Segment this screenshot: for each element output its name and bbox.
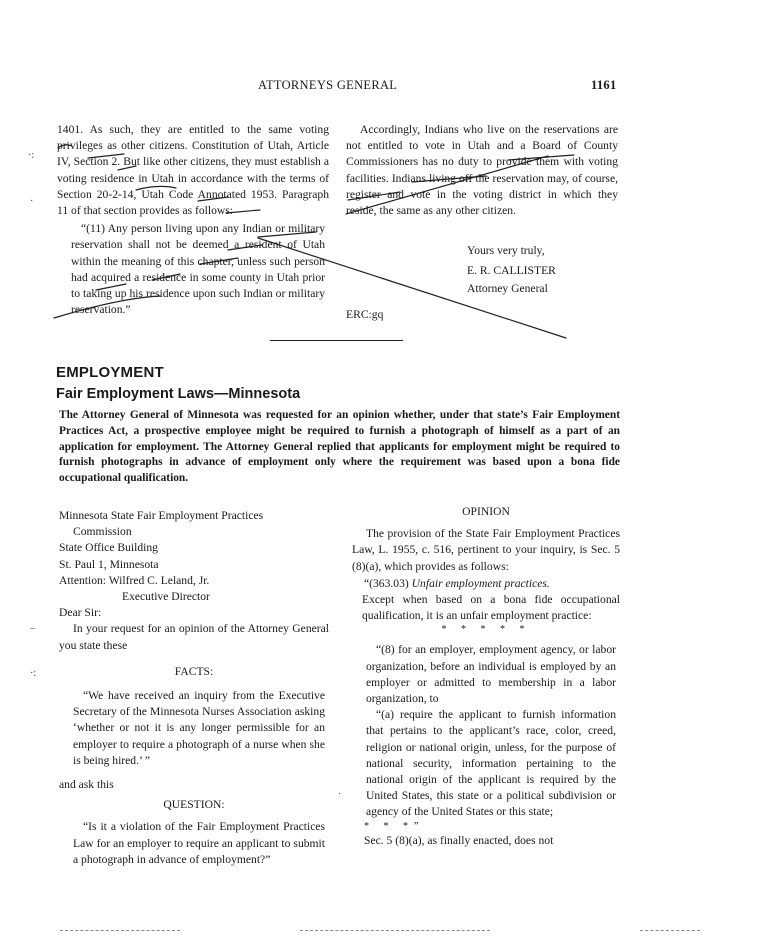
statute-text: Except when based on a bona fide occupational qualification, it is an unfair employment practice:	[362, 593, 620, 623]
utah-paragraph-conclusion: Accordingly, Indians who live on the reservations are not entitled to vote in Utah and a Board of County Commissioners has no duty to provide them with voting facilities. Indians living off the reservation may, of course, register and vote in the voting district in which they reside, the same as any other citizen.	[346, 123, 618, 218]
address-line: Executive Director	[122, 590, 210, 604]
and-ask-line: and ask this	[59, 778, 114, 792]
utah-right-column	[346, 122, 618, 219]
running-head	[0, 78, 763, 94]
statute-title: Unfair employment practices.	[411, 576, 550, 590]
opinion-paragraph: The provision of the State Fair Employment Practices Law, L. 1955, c. 516, pertinent to your inquiry, is Sec. 5 (8)(a), which provides as follows:	[352, 527, 620, 573]
running-head-title: ATTORNEYS GENERAL	[258, 78, 398, 92]
section-heading: EMPLOYMENT	[56, 364, 164, 381]
utah-paragraph-voting: 1401. As such, they are entitled to the same voting privileges as other citizens. Constitution of Utah, Article IV, Section 2. But like other citizens, they must establish a voting residence in Utah in accordance with the terms of Section 20-2-14, Utah Code Annotated 1953. Paragraph 11 of that section provides as follows:	[57, 123, 329, 218]
margin-mark: ·:	[30, 668, 37, 679]
typist-initials: ERC:gq	[346, 308, 384, 321]
scan-edge-line	[640, 930, 700, 931]
facts-heading: FACTS:	[174, 664, 214, 678]
section-divider	[270, 340, 403, 341]
address-line: Minnesota State Fair Employment Practices	[59, 509, 264, 522]
scan-edge-line	[60, 930, 180, 931]
statute-clause-8: “(8) for an employer, employment agency, or labor organization, before an individual is employed by an employer or admitted to membership in a labor organization, to	[366, 643, 616, 706]
address-line: Attention: Wilfred C. Leland, Jr.	[59, 573, 210, 587]
margin-mark: ·	[338, 789, 342, 800]
section-summary: The Attorney General of Minnesota was requested for an opinion whether, under that state’s Fair Employment Practices Act, a prospective employee might be required to furnish a photograph of himself as a part of an application for employment. The Attorney General replied that applicants for employment might be required to furnish photographs in advance of employment only where the requirement was based upon a bona fide occupational qualification.	[59, 409, 620, 485]
statute-number: “(363.03)	[364, 576, 409, 590]
facts-quote: “We have received an inquiry from the Executive Secretary of the Minnesota Nurses Association asking ‘whether or not it is any longer permissible for an employer to require a photograph of a nurse when she is being hired.’ ”	[73, 689, 325, 767]
opinion-heading: OPINION	[462, 505, 510, 518]
ellipsis-stars: * * * * *	[441, 624, 531, 636]
statute-clause-a: “(a) require the applicant to furnish information that pertains to the applicant’s race, color, creed, religion or national origin, unless, for the purpose of national security, information pertaining to the national origin of the applicant is required by the United States, this state or a political subdivision or agency of the United States or this state;	[366, 708, 616, 819]
signer-name: E. R. CALLISTER	[467, 264, 556, 277]
utah-left-column	[57, 122, 329, 318]
opinion-column	[352, 504, 620, 849]
address-line: Commission	[73, 525, 132, 539]
letter-intro: In your request for an opinion of the Attorney General you state these	[59, 622, 329, 652]
section-subheading: Fair Employment Laws—Minnesota	[56, 386, 301, 402]
closing: Yours very truly,	[467, 244, 545, 257]
page-number: 1161	[591, 78, 617, 92]
address-line: State Office Building	[59, 541, 158, 555]
signer-title: Attorney General	[467, 282, 548, 295]
margin-mark: ·:	[28, 150, 35, 161]
salutation: Dear Sir:	[59, 606, 102, 620]
margin-mark: ·	[30, 196, 34, 207]
question-heading: QUESTION:	[163, 798, 225, 812]
margin-mark: –	[30, 623, 35, 634]
address-line: St. Paul 1, Minnesota	[59, 557, 159, 571]
statute-section-title	[352, 576, 620, 592]
letter-column	[59, 508, 329, 868]
utah-statute-quote: “(11) Any person living upon any Indian or military reservation shall not be deemed a resident of Utah within the meaning of this chapter, unless such person had acquired a residence in some county in Utah prior to taking up his residence upon such Indian or military reservation.”	[71, 222, 325, 317]
scan-edge-line	[300, 930, 490, 931]
question-quote: “Is it a violation of the Fair Employment Practices Law for an employer to require an applicant to submit a photograph in advance of employment?”	[73, 820, 325, 866]
ellipsis-stars: * * *”	[364, 820, 425, 832]
opinion-last-line: Sec. 5 (8)(a), as finally enacted, does not	[364, 833, 554, 847]
